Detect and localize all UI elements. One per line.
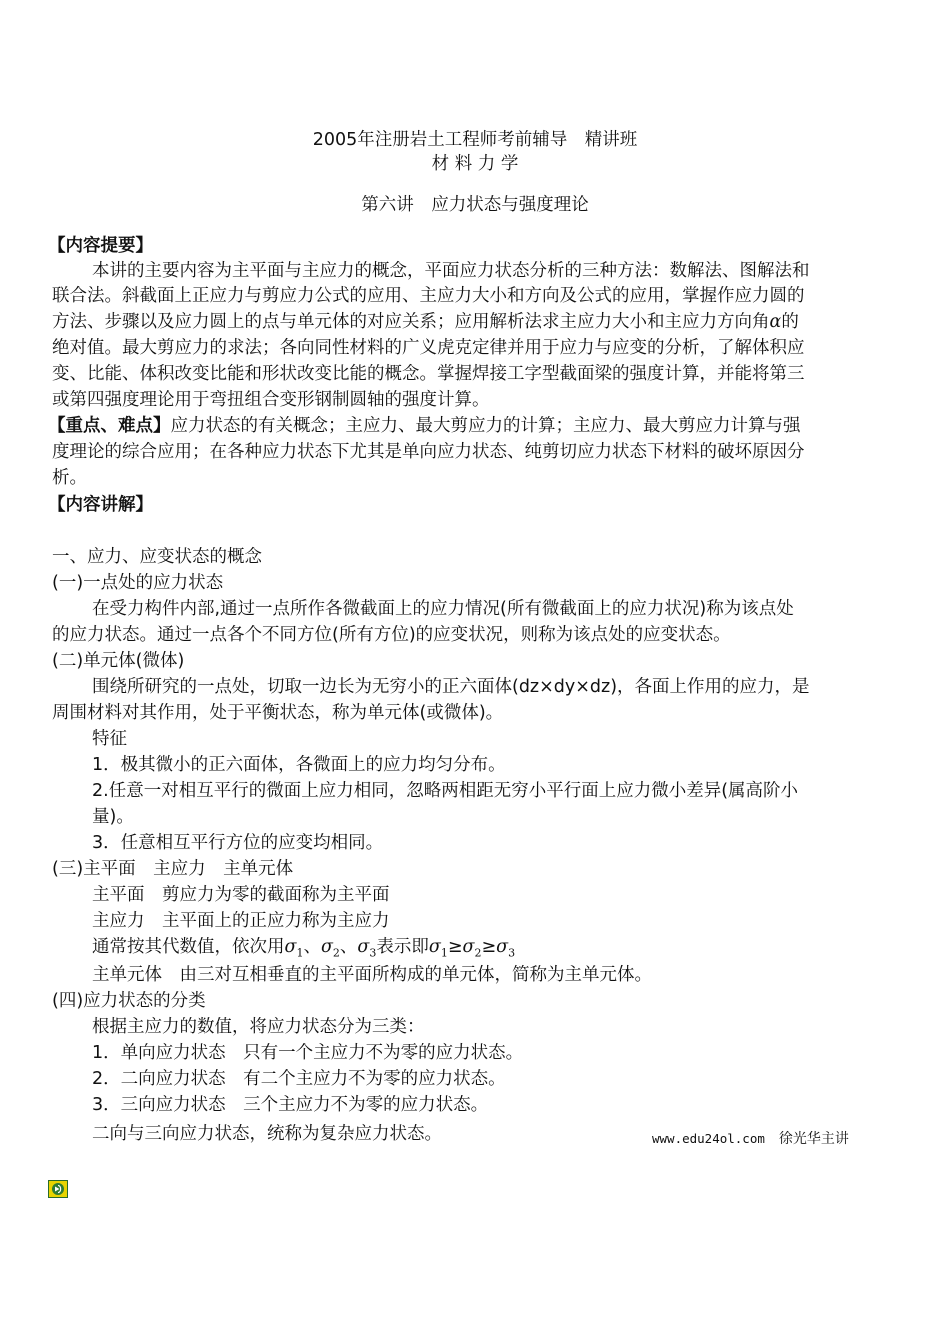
alpha-symbol: α [769, 312, 782, 332]
summary-line: 变、比能、体积改变比能和形状改变比能的概念。掌握焊接工字型截面梁的强度计算，并能将第三 [52, 364, 805, 384]
summary-line: 绝对值。最大剪应力的求法；各向同性材料的广义虎克定律并用于应力与应变的分析，了解体积应 [52, 338, 805, 358]
features-label: 特征 [92, 729, 127, 749]
summary-line-alpha [52, 310, 799, 334]
sigma-1: $\sigma_1$ [284, 937, 304, 960]
principal-plane-def: 主平面 剪应力为零的截面称为主平面 [92, 885, 390, 905]
subsection-2-line: 周围材料对其作用，处于平衡状态，称为单元体(或微体)。 [52, 703, 504, 723]
feature-item: 量)。 [92, 807, 134, 827]
key-points-heading: 【重点、难点】 [48, 416, 171, 436]
geq-sign: ≥ [447, 937, 463, 957]
subsection-4-closing: 二向与三向应力状态，统称为复杂应力状态。 [92, 1124, 442, 1144]
footer-url[interactable]: www.edu24ol.com [652, 1131, 765, 1146]
subject-title: 材 料 力 学 [431, 154, 519, 174]
order-mid: 表示即 [376, 937, 429, 957]
course-title: 2005年注册岩土工程师考前辅导 精讲班 [312, 130, 638, 150]
sigma-2: $\sigma_2$ [320, 937, 340, 960]
stress-state-item: 2．二向应力状态 有二个主应力不为零的应力状态。 [92, 1069, 506, 1089]
footer-lecturer: 徐光华主讲 [778, 1131, 849, 1147]
subsection-1-title: (一)一点处的应力状态 [52, 573, 224, 593]
page-footer [652, 1128, 849, 1148]
key-points-line: 析。 [52, 468, 87, 488]
next-page-arrow-icon[interactable] [48, 1180, 68, 1198]
summary-line: 本讲的主要内容为主平面与主应力的概念，平面应力状态分析的三种方法：数解法、图解法和 [92, 261, 810, 281]
principal-stress-order [92, 935, 515, 966]
subsection-4-intro: 根据主应力的数值，将应力状态分为三类： [92, 1017, 425, 1037]
summary-line: 联合法。斜截面上正应力与剪应力公式的应用、主应力大小和方向及公式的应用，掌握作应力圆的 [52, 286, 805, 306]
key-points-line-1 [48, 414, 801, 438]
stress-state-item: 3．三向应力状态 三个主应力不为零的应力状态。 [92, 1095, 489, 1115]
summary-line: 方法、步骤以及应力圆上的点与单元体的对应关系；应用解析法求主应力大小和主应力方向角 [52, 312, 770, 332]
explanation-heading: 【内容讲解】 [48, 495, 153, 515]
feature-item: 3．任意相互平行方位的应变均相同。 [92, 833, 384, 853]
feature-item: 2.任意一对相互平行的微面上应力相同，忽略两相距无穷小平行面上应力微小差异(属高阶小 [92, 781, 799, 801]
subsection-2-line: 围绕所研究的一点处，切取一边长为无穷小的正六面体(dz×dy×dz)，各面上作用的应力，是 [92, 677, 810, 697]
separator: 、 [303, 937, 321, 957]
lecture-title: 第六讲 应力状态与强度理论 [361, 195, 589, 215]
stress-state-item: 1．单向应力状态 只有一个主应力不为零的应力状态。 [92, 1043, 524, 1063]
sigma-2: $\sigma_2$ [462, 937, 482, 960]
subsection-1-line: 的应力状态。通过一点各个不同方位(所有方位)的应变状况，则称为该点处的应变状态。 [52, 625, 731, 645]
summary-alpha-suffix: 的 [781, 312, 799, 332]
subsection-3-title: (三)主平面 主应力 主单元体 [52, 859, 294, 879]
feature-item: 1．极其微小的正六面体，各微面上的应力均匀分布。 [92, 755, 506, 775]
sigma-3: $\sigma_3$ [357, 937, 377, 960]
arrow-glyph [51, 1182, 65, 1196]
subsection-2-title: (二)单元体(微体) [52, 651, 185, 671]
principal-element-def: 主单元体 由三对互相垂直的主平面所构成的单元体，简称为主单元体。 [92, 965, 652, 985]
summary-line: 或第四强度理论用于弯扭组合变形钢制圆轴的强度计算。 [52, 390, 490, 410]
separator: 、 [339, 937, 358, 957]
section-1-title: 一、应力、应变状态的概念 [52, 547, 262, 567]
subsection-4-title: (四)应力状态的分类 [52, 991, 206, 1011]
key-points-text: 应力状态的有关概念；主应力、最大剪应力的计算；主应力、最大剪应力计算与强 [170, 416, 801, 436]
summary-heading: 【内容提要】 [48, 236, 153, 256]
order-prefix: 通常按其代数值，依次用 [92, 937, 285, 957]
subsection-1-line: 在受力构件内部,通过一点所作各微截面上的应力情况(所有微截面上的应力状况)称为该点处 [92, 599, 794, 619]
sigma-1: $\sigma_1$ [428, 937, 448, 960]
geq-sign: ≥ [481, 937, 497, 957]
principal-stress-def: 主应力 主平面上的正应力称为主应力 [92, 911, 390, 931]
sigma-3: $\sigma_3$ [496, 937, 516, 960]
key-points-line: 度理论的综合应用；在各种应力状态下尤其是单向应力状态、纯剪切应力状态下材料的破坏原因分 [52, 442, 805, 462]
